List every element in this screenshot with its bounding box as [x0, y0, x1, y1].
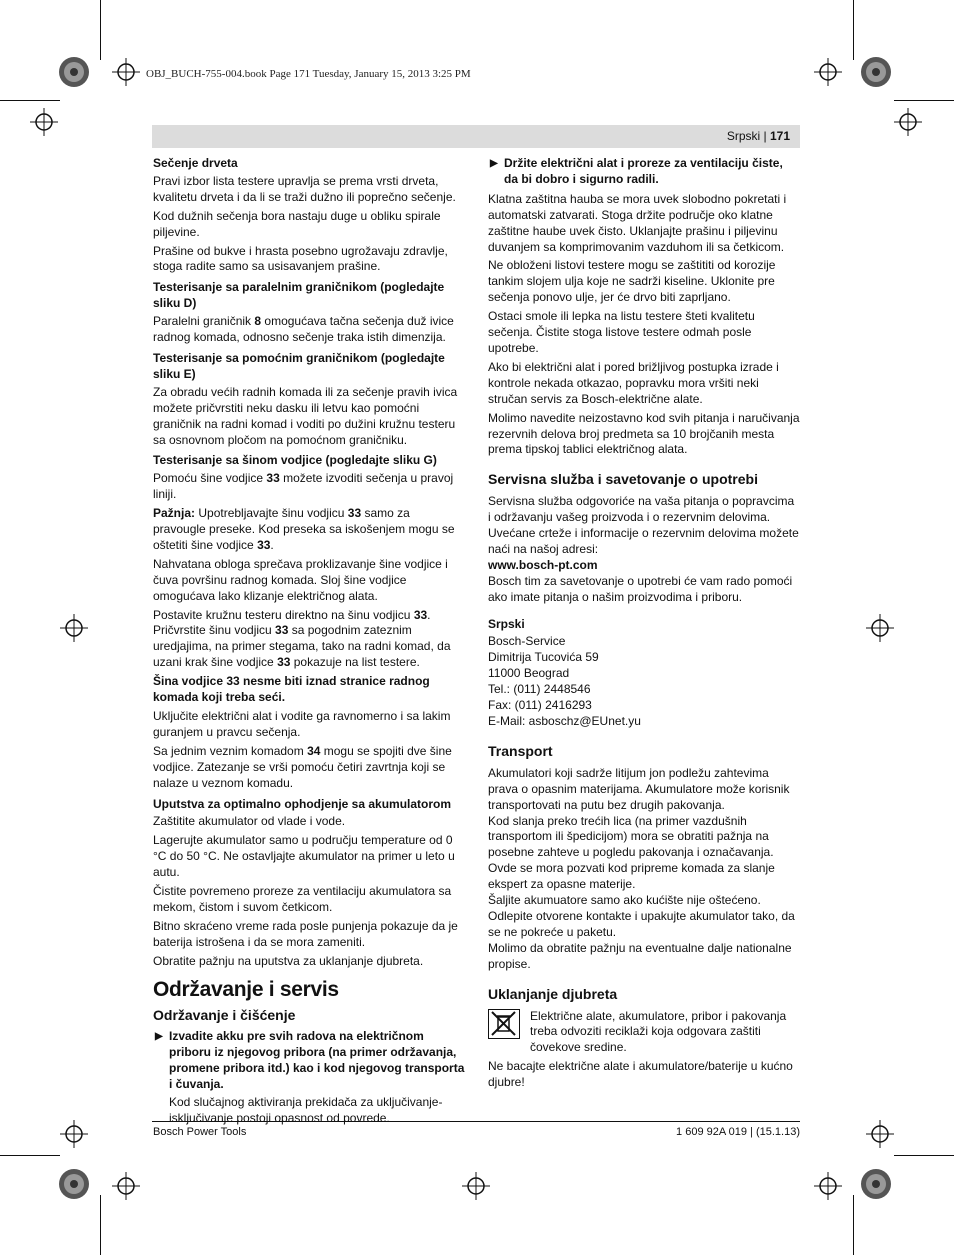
crosshair-icon [60, 1120, 88, 1148]
paragraph: Pravi izbor lista testere upravlja se prema vrsti drveta, kvalitetu drveta i da li se traži dužno ili poprečno sečenje. [153, 173, 456, 204]
paragraph: Obratite pažnju na uputstva za uklanjanje djubreta. [153, 953, 424, 968]
paragraph-warning: Šina vodjice 33 nesme biti iznad stranice radnog komada koji treba seći. [153, 674, 430, 705]
paragraph: Kod slanja preko trećih lica (na primer vazdušnih transportom ili špedicijom) mora se obratiti pažnja na posebne zahteve u pogledu pakovanja i označavanja. Ovde se mora pozvati kod pripreme komada za slanje ekspert za opasne materije. [488, 813, 775, 892]
crop-mark [0, 100, 60, 101]
paragraph: Šaljite akumuatore samo ako kućište nije oštećeno. Odlepite otvorene kontakte i upakujte akumulator tako, da se ne pokreće u paketu. [488, 893, 795, 939]
paragraph: Uključite električni alat i vodite ga ravnomerno i sa lakim guranjem u pravcu sečenja. [153, 709, 451, 739]
footer-rule [152, 1121, 800, 1122]
crop-mark [894, 100, 954, 101]
paragraph: Lagerujte akumulator samo u području temperature od 0 °C do 50 °C. Ne ostavljajte akumulator na primer u leto u autu. [153, 833, 455, 880]
heading-cutting-wood: Sečenje drveta [153, 156, 238, 170]
bullet-item: ▶ Držite električni alat i proreze za ventilaciju čiste, da bi dobro i sigurno radili. [490, 156, 783, 186]
paragraph: Električne alate, akumulatore, pribor i pakovanja treba odvoziti reciklaži koja odgovara zaštiti čovekove sredine. [530, 1008, 787, 1055]
crosshair-icon [814, 58, 842, 86]
footer-brand: Bosch Power Tools [153, 1126, 247, 1138]
crop-mark [100, 0, 101, 60]
paragraph: Sa jednim veznim komadom 34 mogu se spojiti dve šine vodjice. Zatezanje se vrši pomoću četiri zavrtnja koji se nalaze u veznom komadu. [153, 743, 452, 790]
crosshair-icon [866, 614, 894, 642]
bullet-item: ▶ Izvadite akku pre svih radova na električnom priboru iz njegovog pribora (na primer održavanja, promene pribora itd.) kao i kod njegovog transporta i čuvanja. [155, 1029, 465, 1092]
paragraph: Paralelni graničnik 8 omogućava tačna sečenja duž ivice radnog komada, odnosno sečenje traka istih dimenzija. [153, 314, 454, 345]
right-column [488, 156, 800, 1094]
paragraph: Molimo navedite neizostavno kod svih pitanja i naručivanja rezervnih delova broj predmeta sa 10 brojčanih mesta prema tipskoj tablici električnog alata. [488, 410, 800, 457]
triangle-bullet-icon: ▶ [155, 1031, 163, 1043]
left-column [153, 156, 465, 1130]
address-fax: Fax: (011) 2416293 [488, 698, 592, 713]
crosshair-icon [30, 108, 58, 136]
heading-battery-handling: Uputstva za optimalno ophodjenje sa akumulatorom [153, 796, 452, 811]
page-header-bar [152, 125, 800, 148]
paragraph: Ostaci smole ili lepka na listu testere šteti kvalitetu sečenja. Čistite stoga listove testere odmah posle upotrebe. [488, 309, 755, 355]
paragraph: Čistite povremeno proreze za ventilaciju akumulatora sa mekom, čistom i suvom četkicom. [153, 884, 452, 914]
paragraph: Postavite kružnu testeru direktno na šinu vodjicu 33. Pričvrstite šinu vodjicu 33 sa pogodnim zateznim uredjajima, na primer stegama, tako na radni komad, da uzani krak šine vodjice 33 pokazuje na list testere. [153, 607, 451, 670]
crop-mark [894, 1155, 954, 1156]
address-line: 11000 Beograd [488, 666, 570, 681]
heading-service: Servisna služba i savetovanje o upotrebi [488, 471, 758, 488]
registration-wheel-icon [58, 56, 90, 88]
page-number: 171 [769, 129, 790, 143]
paragraph: Nahvatana obloga sprečava proklizavanje šine vodjice i čuva površinu radnog komada. Sloj šine vodjice omogućava lako klizanje električnog alata. [153, 556, 448, 603]
paragraph: Servisna služba odgovoriće na vaša pitanja o popravcima i održavanju vašeg proizvoda i o rezervnim delovima. Uvećane crteže i informacije o rezervnim delovima možete naći na našoj adresi: [488, 494, 799, 556]
crosshair-icon [866, 1120, 894, 1148]
crop-mark [853, 1195, 854, 1255]
triangle-bullet-icon: ▶ [490, 158, 498, 169]
crossed-out-bin-icon [488, 1009, 520, 1039]
paragraph: Zaštitite akumulator od vlade i vode. [153, 814, 346, 829]
paragraph: Ako bi električni alat i pored brižljivog postupka izrade i kontrole nekada otkazao, popravku mora vršiti neki stručan servis za Bosch-električne alate. [488, 359, 779, 406]
address-block [488, 634, 800, 729]
heading-cleaning: Održavanje i čišćenje [153, 1006, 296, 1023]
paragraph: Ne bacajte električne alate i akumulatore/baterije u kućno djubre! [488, 1059, 793, 1090]
disposal-row [488, 1009, 800, 1057]
address-phone: Tel.: (011) 2448546 [488, 682, 591, 697]
address-email: E-Mail: asboschz@EUnet.yu [488, 714, 641, 728]
heading-srpski: Srpski [488, 616, 525, 631]
crosshair-icon [112, 58, 140, 86]
paragraph: Za obradu većih radnih komada ili za sečenje pravih ivica možete pričvrstiti neku dasku ili letvu kao pomoćni graničnik na radni komad i voditi po dužini kružnu testeru sa osnovnom pločom na pomoćnom graničniku. [153, 384, 458, 447]
paragraph: Ne obloženi listovi testere mogu se zaštititi od korozije tankim slojem ulja koje ne sadrži kiseline. Uklonite pre sečenja ponovo ulje, jer će drvo biti zaprljano. [488, 258, 776, 305]
address-line: Bosch-Service [488, 634, 566, 649]
registration-wheel-icon [58, 1168, 90, 1200]
header-language: Srpski | 171 [726, 129, 790, 143]
crosshair-icon [894, 108, 922, 136]
crosshair-icon [60, 614, 88, 642]
heading-disposal: Uklanjanje djubreta [488, 985, 618, 1002]
paragraph: Klatna zaštitna hauba se mora uvek slobodno pokretati i automatski zatvarati. Stoga držite područje oko klatne zaštitne haube uvek čisto. Uklanjajte prašinu i piljevinu duvanjem sa komprimovanim vazduhom ili sa četkicom. [488, 191, 787, 254]
paragraph: Kod slučajnog aktiviranja prekidača za uključivanje-isključivanje postoji opasnost od povrede. [169, 1095, 443, 1125]
heading-transport: Transport [488, 742, 553, 759]
crop-mark [100, 1195, 101, 1255]
paragraph: Molimo da obratite pažnju na eventualne dalje nationalne propise. [488, 940, 792, 971]
heading-auxiliary-guide: Testerisanje sa pomoćnim graničnikom (pogledajte sliku E) [153, 350, 445, 381]
paragraph: Pomoću šine vodjice 33 možete izvoditi sečenja u pravoj liniji. [153, 471, 454, 502]
address-line: Dimitrija Tucovića 59 [488, 650, 599, 665]
registration-wheel-icon [860, 56, 892, 88]
crosshair-icon [462, 1172, 490, 1200]
heading-guide-rail: Testerisanje sa šinom vodjice (pogledajte sliku G) [153, 453, 437, 468]
crop-mark [0, 1155, 60, 1156]
paragraph: Prašine od bukve i hrasta posebno ugrožavaju zdravlje, stoga radite samo sa usisavanjem prašine. [153, 243, 448, 274]
heading-parallel-guide: Testerisanje sa paralelnim graničnikom (pogledajte sliku D) [153, 280, 445, 311]
paragraph: Akumulatori koji sadrže litijum jon podležu zahtevima prava o opasnim materijama. Akumulatore može korisnik transportovati na putu bez drugih pakovanja. [488, 765, 790, 812]
paragraph: Bitno skraćeno vreme rada posle punjenja pokazuje da je baterija istrošena i da se mora zameniti. [153, 918, 458, 949]
crosshair-icon [814, 1172, 842, 1200]
registration-wheel-icon [860, 1168, 892, 1200]
paragraph-note: Pažnja: Upotrebljavajte šinu vodjicu 33 samo za pravougle preseke. Kod preseka sa iskošenjem mogu se oštetiti šine vodjice 33. [153, 506, 455, 552]
section-title-maintenance: Održavanje i servis [153, 977, 339, 1001]
footer-doc-number: 1 609 92A 019 | (15.1.13) [676, 1126, 800, 1138]
paragraph: Kod dužnih sečenja bora nastaju duge u obliku spirale piljevine. [153, 208, 441, 239]
website-link[interactable]: www.bosch-pt.com [488, 557, 598, 572]
paragraph: Bosch tim za savetovanje o upotrebi će vam rado pomoći ako imate pitanja o našim proizvodima i priboru. [488, 573, 793, 604]
crosshair-icon [112, 1172, 140, 1200]
print-header: OBJ_BUCH-755-004.book Page 171 Tuesday, January 15, 2013 3:25 PM [146, 68, 471, 80]
crop-mark [853, 0, 854, 60]
